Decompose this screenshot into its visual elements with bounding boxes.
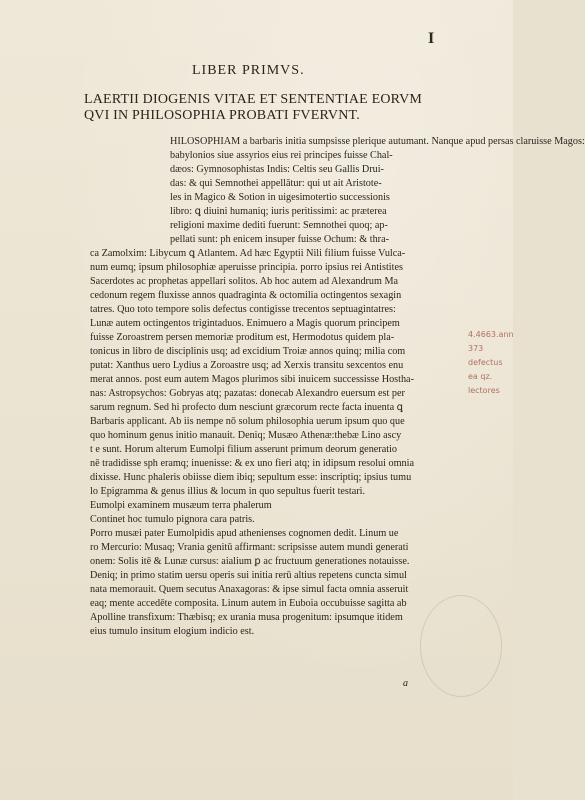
text-line: Sacerdotes ac prophetas appellari solitos. Ab hoc autem ad Alexandrum Ma (90, 276, 399, 287)
text-line: Apolline transfixum: Thæbisq; ex urania musa progenitum: ipsumque itidem (90, 612, 403, 623)
text-line: tonicus in libro de disciplinis usq; ad excidium Troiæ annos quinq; milia com (90, 346, 406, 357)
text-line: tatres. Quo toto tempore solis defectus contigisse trecentos septuagintatres: (90, 304, 396, 315)
text-line: Porro musæi pater Eumolpidis apud athenienses cognomen dedit. Linum ue (90, 528, 399, 539)
text-line: HILOSOPHIAM a barbaris initia sumpsisse plerique autumant. Nanque apud persas claruisse Magos: (170, 136, 585, 147)
text-line: eaq; mente accedēte composita. Linum autem in Euboia occubuisse sagitta ab (90, 598, 407, 609)
text-line: Eumolpi examinem musæum terra phalerum (90, 500, 272, 511)
text-line: merat annos. post eum autem Magos plurimos sibi inuicem successisse Hostha- (90, 374, 414, 385)
text-line: eius tumulo insitum elogium indicio est. (90, 626, 255, 637)
text-line: libro: ꝗ diuini humaniq; iuris peritissimi: ac præterea (170, 206, 387, 217)
text-line: Continet hoc tumulo pignora cara patris. (90, 514, 255, 525)
text-line: pellati sunt: ph enicem insuper fuisse Ochum: & thra- (170, 234, 389, 245)
text-line: Barbaris applicant. Ab iis nempe nō solum philosophia uerum ipsum quo que (90, 416, 405, 427)
text-line: sarum regnum. Sed hi profecto dum nesciunt græcorum recte facta inuenta ꝗ (90, 402, 404, 413)
margin-note: ea qz. lectores (468, 372, 500, 395)
text-line: num eumq; ipsum philosophiæ aperuisse principia. porro ipsius rei Antistites (90, 262, 403, 273)
text-line: les in Magico & Sotion in uigesimotertio successionis (170, 192, 390, 203)
text-line: Deniq; in primo statim uersu operis sui initia rerū altius repetens cuncta simul (90, 570, 407, 581)
book-heading: LIBER PRIMVS. (192, 63, 305, 78)
signature-mark: a (403, 678, 408, 689)
text-line: t e sunt. Horum alterum Eumolpi filium asserunt primum deorum generatio (90, 444, 397, 455)
text-line: lo Epigramma & genus illius & locum in quo sepultus fuerit testari. (90, 486, 366, 497)
text-line: nē tradidisse sph eramq; inuenisse: & ex uno fieri atq; in idipsum resolui omnia (90, 458, 414, 469)
text-line: nata memorauit. Quem secutus Anaxagoras: & ipse simul facta omnia asseruit (90, 584, 409, 595)
text-line: dixisse. Hunc phaleris obiisse diem ibiq; sepultum esse: inscriptiq; ipsius tumu (90, 472, 412, 483)
text-line: onem: Solis itē & Lunæ cursus: aialium ꝑ ac fructuum generationes notauisse. (90, 556, 410, 567)
text-line: das: & qui Semnothei appellātur: qui ut ait Aristote- (170, 178, 382, 189)
text-line: ro Mercurio: Musaq; Vrania genitū affirmant: scripsisse autem mundi generati (90, 542, 409, 553)
margin-note: 373 defectus (468, 344, 503, 367)
page-top-mark: I (428, 30, 435, 47)
text-line: quo hominum genus initio manauit. Deniq; Musæo Athenæ:thebæ Lino ascy (90, 430, 402, 441)
margin-note: 4.4663.ann (468, 330, 514, 339)
text-line: dæos: Gymnosophistas Indis: Celtis seu Gallis Drui- (170, 164, 384, 175)
title-line: QVI IN PHILOSOPHIA PROBATI FVERVNT. (84, 108, 360, 123)
text-line: ca Zamolxim: Libycum ꝗ Atlantem. Ad hæc Egyptii Nili filium fuisse Vulca- (90, 248, 406, 259)
text-line: nas: Astropsychos: Gobryas atq; pazatas: donecab Alexandro euersum est per (90, 388, 405, 399)
margin-notes (468, 328, 513, 398)
title-line: LAERTII DIOGENIS VITAE ET SENTENTIAE EORVM (84, 92, 423, 107)
text-line: cedonum regem fluxisse annos quadraginta & octomilia octingentos sexagin (90, 290, 402, 301)
text-line: fuisse Zoroastrem persen memoriæ proditum est, Hermodotus quidem pla- (90, 332, 395, 343)
work-title (84, 92, 489, 124)
text-line: putat: Xanthus uero Lydius a Zoroastre usq; ad Xerxis transitu sexcentos enu (90, 360, 404, 371)
text-line: religioni maxime dediti fuerunt: Semnothei quoq; ap- (170, 220, 388, 231)
text-line: babylonios siue assyrios eius rei principes fuisse Chal- (170, 150, 393, 161)
text-line: Lunæ autem octingentos trigintaduos. Enimuero a Magis quorum principem (90, 318, 400, 329)
